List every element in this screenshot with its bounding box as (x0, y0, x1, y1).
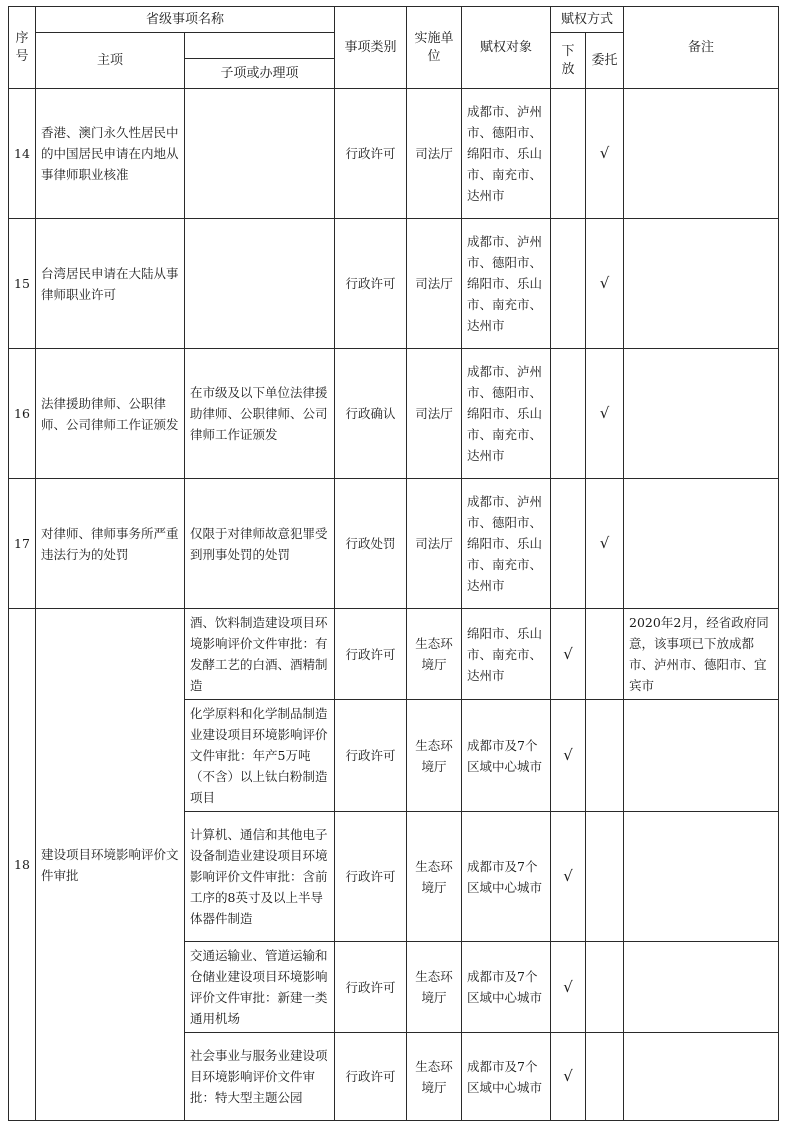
row-category: 行政许可 (335, 609, 407, 700)
row-sub-item: 仅限于对律师故意犯罪受到刑事处罚的处罚 (185, 479, 335, 609)
row-unit: 生态环境厅 (407, 700, 462, 812)
row-category: 行政许可 (335, 700, 407, 812)
row-entrust-check: √ (586, 479, 624, 609)
row-category: 行政许可 (335, 1033, 407, 1121)
row-down-check (551, 89, 586, 219)
row-sub-item (185, 89, 335, 219)
row-main-item: 法律援助律师、公职律师、公司律师工作证颁发 (36, 349, 185, 479)
header-target: 赋权对象 (462, 7, 551, 89)
row-entrust-check (586, 700, 624, 812)
row-unit: 生态环境厅 (407, 1033, 462, 1121)
row-seq: 16 (9, 349, 36, 479)
row-down-check: √ (551, 1033, 586, 1121)
header-sub-spacer (185, 33, 335, 59)
table-row (9, 349, 779, 479)
row-entrust-check: √ (586, 349, 624, 479)
row-remark (624, 479, 779, 609)
row-seq: 17 (9, 479, 36, 609)
row-unit: 司法厅 (407, 349, 462, 479)
row-remark: 2020年2月，经省政府同意，该事项已下放成都市、泸州市、德阳市、宜宾市 (624, 609, 779, 700)
row-entrust-check (586, 609, 624, 700)
row-target: 成都市、泸州市、德阳市、绵阳市、乐山市、南充市、达州市 (462, 219, 551, 349)
row-down-check: √ (551, 942, 586, 1033)
header-mode-group: 赋权方式 (551, 7, 624, 33)
row-sub-item: 计算机、通信和其他电子设备制造业建设项目环境影响评价文件审批：含前工序的8英寸及以上半导体器件制造 (185, 812, 335, 942)
row-category: 行政许可 (335, 942, 407, 1033)
row-target: 成都市、泸州市、德阳市、绵阳市、乐山市、南充市、达州市 (462, 89, 551, 219)
row-sub-item: 在市级及以下单位法律援助律师、公职律师、公司律师工作证颁发 (185, 349, 335, 479)
row-target: 成都市、泸州市、德阳市、绵阳市、乐山市、南充市、达州市 (462, 349, 551, 479)
row-unit: 生态环境厅 (407, 609, 462, 700)
delegation-table (8, 6, 779, 1121)
header-delegate-down: 下放 (551, 33, 586, 89)
table-row (9, 609, 779, 700)
row-target: 成都市及7个区域中心城市 (462, 942, 551, 1033)
table-row (9, 219, 779, 349)
header-sub-item: 子项或办理项 (185, 59, 335, 89)
row-entrust-check: √ (586, 89, 624, 219)
row-entrust-check (586, 942, 624, 1033)
row-category: 行政许可 (335, 219, 407, 349)
row-category: 行政许可 (335, 89, 407, 219)
row-unit: 司法厅 (407, 219, 462, 349)
row-remark (624, 219, 779, 349)
row-target: 成都市及7个区域中心城市 (462, 700, 551, 812)
header-category: 事项类别 (335, 7, 407, 89)
row-remark (624, 349, 779, 479)
row-sub-item: 交通运输业、管道运输和仓储业建设项目环境影响评价文件审批：新建一类通用机场 (185, 942, 335, 1033)
header-unit: 实施单位 (407, 7, 462, 89)
header-entrust: 委托 (586, 33, 624, 89)
row-sub-item: 酒、饮料制造建设项目环境影响评价文件审批：有发酵工艺的白酒、酒精制造 (185, 609, 335, 700)
row-unit: 司法厅 (407, 479, 462, 609)
row-remark (624, 942, 779, 1033)
header-main-item: 主项 (36, 33, 185, 89)
row-target: 成都市及7个区域中心城市 (462, 1033, 551, 1121)
row-down-check: √ (551, 700, 586, 812)
row-down-check (551, 349, 586, 479)
row-seq: 14 (9, 89, 36, 219)
row-sub-item: 化学原料和化学制品制造业建设项目环境影响评价文件审批：年产5万吨（不含）以上钛白粉制造项目 (185, 700, 335, 812)
row-sub-item (185, 219, 335, 349)
row-down-check: √ (551, 812, 586, 942)
row-target: 成都市、泸州市、德阳市、绵阳市、乐山市、南充市、达州市 (462, 479, 551, 609)
row-sub-item: 社会事业与服务业建设项目环境影响评价文件审批：特大型主题公园 (185, 1033, 335, 1121)
row-down-check (551, 479, 586, 609)
row-seq: 18 (9, 609, 36, 1121)
row-main-item: 香港、澳门永久性居民中的中国居民申请在内地从事律师职业核准 (36, 89, 185, 219)
row-down-check: √ (551, 609, 586, 700)
header-name-group: 省级事项名称 (36, 7, 335, 33)
row-entrust-check: √ (586, 219, 624, 349)
row-seq: 15 (9, 219, 36, 349)
row-remark (624, 700, 779, 812)
table-row (9, 89, 779, 219)
row-entrust-check (586, 812, 624, 942)
row-category: 行政确认 (335, 349, 407, 479)
row-entrust-check (586, 1033, 624, 1121)
row-remark (624, 89, 779, 219)
row-category: 行政处罚 (335, 479, 407, 609)
row-main-item: 对律师、律师事务所严重违法行为的处罚 (36, 479, 185, 609)
row-down-check (551, 219, 586, 349)
row-unit: 生态环境厅 (407, 812, 462, 942)
row-main-item: 台湾居民申请在大陆从事律师职业许可 (36, 219, 185, 349)
row-target: 绵阳市、乐山市、南充市、达州市 (462, 609, 551, 700)
table-row (9, 479, 779, 609)
row-unit: 生态环境厅 (407, 942, 462, 1033)
row-category: 行政许可 (335, 812, 407, 942)
row-main-item: 建设项目环境影响评价文件审批 (36, 609, 185, 1121)
header-seq: 序号 (9, 7, 36, 89)
header-remark: 备注 (624, 7, 779, 89)
row-unit: 司法厅 (407, 89, 462, 219)
row-target: 成都市及7个区域中心城市 (462, 812, 551, 942)
row-remark (624, 1033, 779, 1121)
row-remark (624, 812, 779, 942)
